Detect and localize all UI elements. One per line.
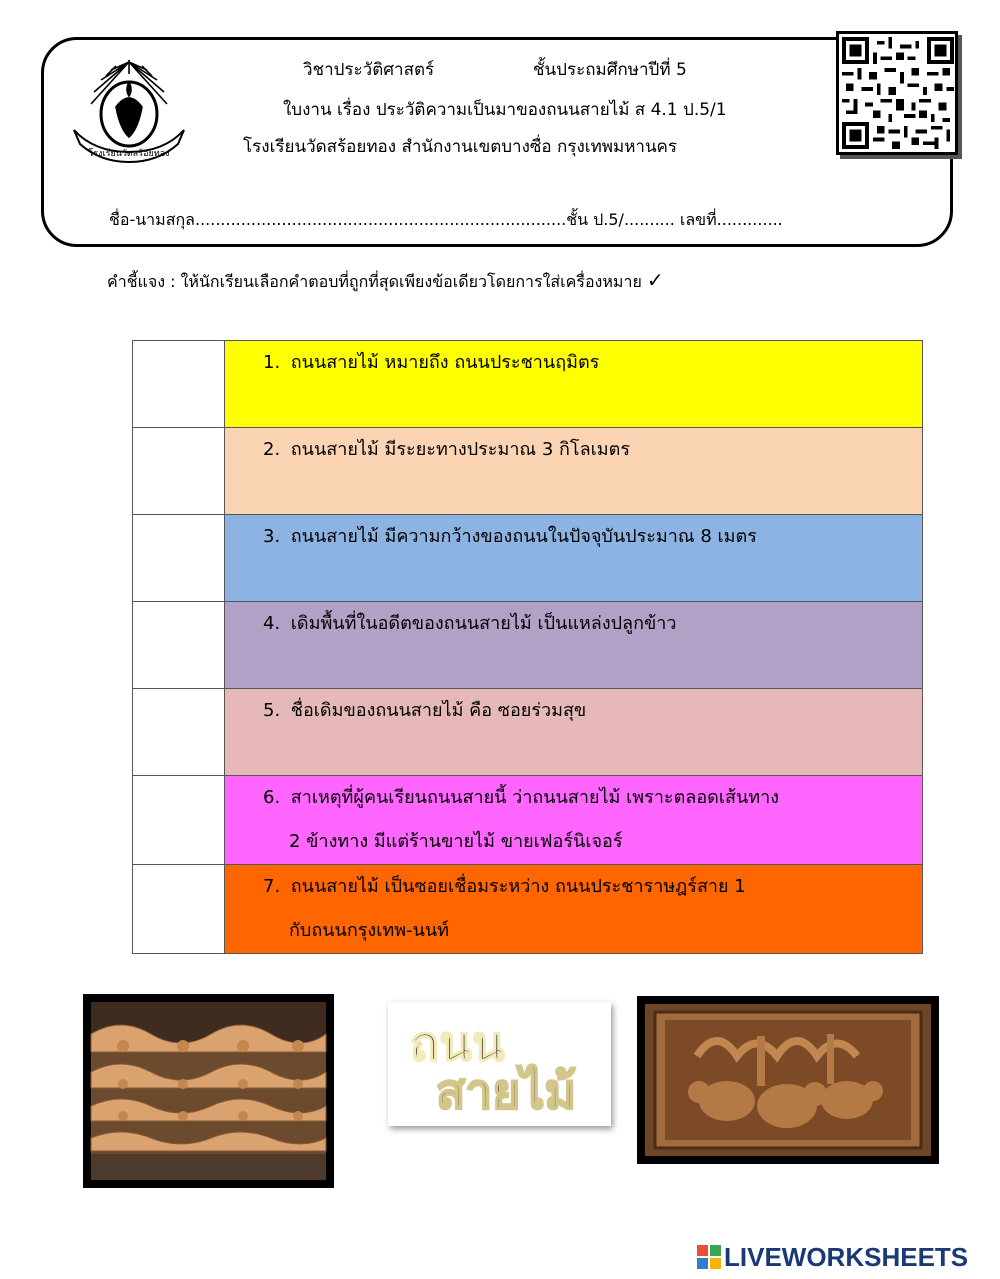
question-text: ชื่อเดิมของถนนสายไม้ คือ ซอยร่วมสุข — [290, 700, 587, 721]
carved-elephant-panel-image — [637, 996, 939, 1164]
question-row — [133, 515, 923, 602]
question-row — [133, 428, 923, 515]
logo-word-line1: ถนน — [410, 1016, 505, 1072]
answer-checkbox-cell[interactable] — [133, 776, 225, 865]
question-number: 7. — [263, 876, 281, 897]
subject-label: วิชาประวัติศาสตร์ — [303, 60, 435, 80]
question-cell — [225, 776, 923, 865]
check-mark-icon: ✓ — [646, 268, 664, 292]
wood-carving-panels-image — [83, 994, 334, 1188]
question-row — [133, 602, 923, 689]
question-text: ถนนสายไม้ มีความกว้างของถนนในปัจจุบันประมาณ 8 เมตร — [290, 526, 757, 547]
question-row — [133, 341, 923, 428]
question-text: ถนนสายไม้ หมายถึง ถนนประชานฤมิตร — [290, 352, 600, 373]
instructions — [107, 268, 664, 295]
answer-checkbox-cell[interactable] — [133, 428, 225, 515]
question-number: 3. — [263, 526, 281, 547]
questions-table — [132, 340, 923, 954]
school-logo — [66, 52, 192, 172]
question-cell — [225, 689, 923, 776]
answer-checkbox-cell[interactable] — [133, 341, 225, 428]
question-number: 6. — [263, 787, 281, 808]
liveworksheets-logo-icon — [697, 1245, 721, 1269]
question-cell — [225, 341, 923, 428]
question-cell — [225, 865, 923, 954]
question-cell — [225, 515, 923, 602]
question-text-continued: กับถนนกรุงเทพ-นนท์ — [289, 920, 450, 941]
question-number: 1. — [263, 352, 281, 373]
question-text-continued: 2 ข้างทาง มีแต่ร้านขายไม้ ขายเฟอร์นิเจอร์ — [289, 831, 623, 852]
question-text: ถนนสายไม้ มีระยะทางประมาณ 3 กิโลเมตร — [290, 439, 631, 460]
grade-label: ชั้นประถมศึกษาปีที่ 5 — [533, 60, 687, 80]
answer-checkbox-cell[interactable] — [133, 515, 225, 602]
question-text: สาเหตุที่ผู้คนเรียนถนนสายนี้ ว่าถนนสายไม้ เพราะตลอดเส้นทาง — [290, 787, 780, 808]
question-number: 2. — [263, 439, 281, 460]
qr-code — [836, 31, 958, 155]
answer-checkbox-cell[interactable] — [133, 689, 225, 776]
question-number: 5. — [263, 700, 281, 721]
question-row — [133, 689, 923, 776]
logo-word-line2: สายไม้ — [436, 1064, 577, 1120]
school-line: โรงเรียนวัดสร้อยทอง สำนักงานเขตบางซื่อ กรุงเทพมหานคร — [243, 137, 678, 157]
question-row — [133, 865, 923, 954]
question-cell — [225, 602, 923, 689]
question-text: เดิมพื้นที่ในอดีตของถนนสายไม้ เป็นแหล่งปลูกข้าว — [290, 613, 677, 634]
question-cell — [225, 428, 923, 515]
question-row — [133, 776, 923, 865]
instructions-text: คำชี้แจง : ให้นักเรียนเลือกคำตอบที่ถูกที่สุดเพียงข้อเดียวโดยการใส่เครื่องหมาย — [107, 272, 642, 291]
question-text: ถนนสายไม้ เป็นซอยเชื่อมระหว่าง ถนนประชาราษฎร์สาย 1 — [290, 876, 746, 897]
logo-caption: โรงเรียนวัดสร้อยทอง — [88, 149, 170, 159]
liveworksheets-brand: LIVEWORKSHEETS — [724, 1242, 969, 1272]
answer-checkbox-cell[interactable] — [133, 865, 225, 954]
thanon-sai-mai-logo-image — [388, 1002, 611, 1126]
worksheet-title: ใบงาน เรื่อง ประวัติความเป็นมาของถนนสายไม้ ส 4.1 ป.5/1 — [283, 100, 727, 120]
name-field-line: ชื่อ-นามสกุล.........................................................................ชั้น ป.5/.......... เลขที่............. — [109, 210, 783, 229]
question-number: 4. — [263, 613, 281, 634]
answer-checkbox-cell[interactable] — [133, 602, 225, 689]
